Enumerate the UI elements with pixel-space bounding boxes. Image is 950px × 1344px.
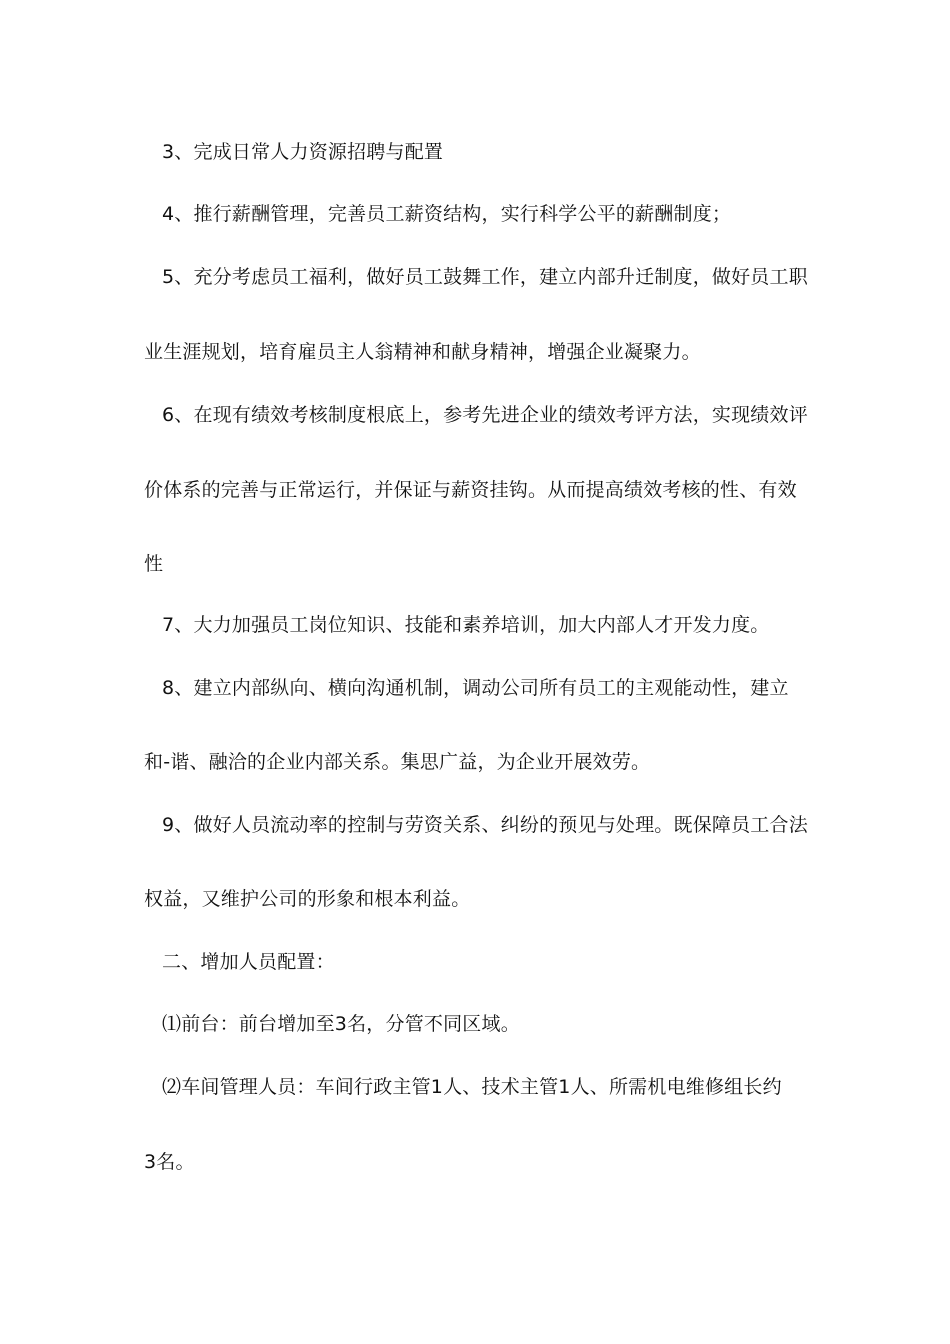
- staffing-item-2-cont: 3名。: [144, 1151, 195, 1173]
- paragraph-item-6-cont-2: 性: [144, 553, 164, 575]
- paragraph-item-6-cont: 价体系的完善与正常运行，并保证与薪资挂钩。从而提高绩效考核的性、有效: [144, 479, 797, 501]
- paragraph-item-9-cont: 权益，又维护公司的形象和根本利益。: [144, 888, 471, 910]
- paragraph-item-6: 6、在现有绩效考核制度根底上，参考先进企业的绩效考评方法，实现绩效评: [162, 404, 808, 426]
- paragraph-item-3: 3、完成日常人力资源招聘与配置: [162, 141, 444, 163]
- staffing-item-1: ⑴前台：前台增加至3名，分管不同区域。: [162, 1013, 520, 1035]
- section-heading-2: 二、增加人员配置：: [162, 951, 335, 973]
- paragraph-item-9: 9、做好人员流动率的控制与劳资关系、纠纷的预见与处理。既保障员工合法: [162, 814, 808, 836]
- staffing-item-2: ⑵车间管理人员：车间行政主管1人、技术主管1人、所需机电维修组长约: [162, 1076, 782, 1098]
- paragraph-item-4: 4、推行薪酬管理，完善员工薪资结构，实行科学公平的薪酬制度；: [162, 203, 732, 225]
- paragraph-item-8-cont: 和-谐、融洽的企业内部关系。集思广益，为企业开展效劳。: [144, 751, 651, 773]
- paragraph-item-5: 5、充分考虑员工福利，做好员工鼓舞工作，建立内部升迁制度，做好员工职: [162, 266, 808, 288]
- paragraph-item-5-cont: 业生涯规划，培育雇员主人翁精神和献身精神，增强企业凝聚力。: [144, 341, 701, 363]
- paragraph-item-7: 7、大力加强员工岗位知识、技能和素养培训，加大内部人才开发力度。: [162, 614, 770, 636]
- paragraph-item-8: 8、建立内部纵向、横向沟通机制，调动公司所有员工的主观能动性，建立: [162, 677, 789, 699]
